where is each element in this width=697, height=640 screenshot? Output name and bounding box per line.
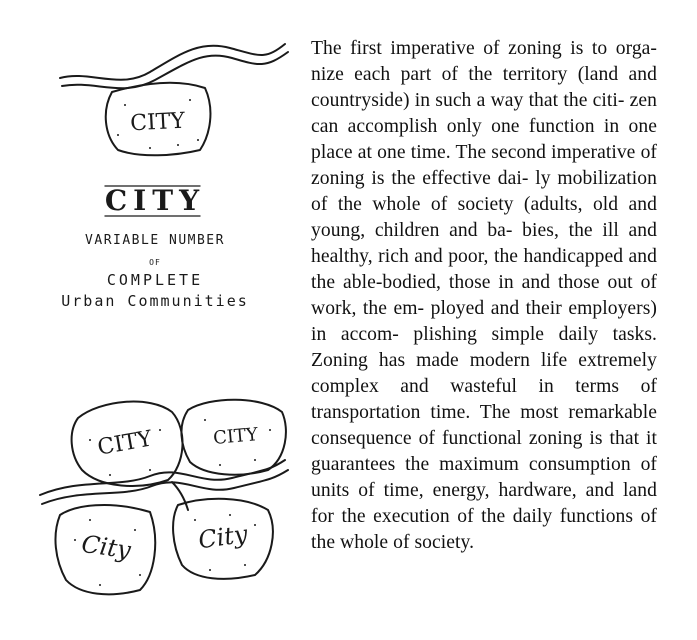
city-illustration xyxy=(0,0,300,640)
body-paragraph: The first imperative of zoning is to orga- nize each part of the territory (land and countryside) in such a way that the citi- zen can accomplish only one function in one place at one time. The second imperative of zoning is the effective dai- ly mobilization of the whole of society (adults, old and young, children and ba- bies, the ill and healthy, rich and poor, the handicapped and the able-bodied, those in and those out of work, the em- ployed and their employers) in accom- plishing simple daily tasks. Zoning has made modern life extremely complex and wasteful in terms of transportation time. The most remarkable consequence of functional zoning is that it guarantees the maximum consumption of units of time, energy, hardware, and land for the execution of the daily functions of the whole of society. xyxy=(311,38,657,553)
cluster-city-label: City xyxy=(79,529,133,565)
city-drawing-icon xyxy=(0,0,300,640)
caption-line: OF xyxy=(149,258,161,267)
caption-title: CITY xyxy=(104,184,206,217)
caption-line: Urban Communities xyxy=(61,292,249,310)
cluster-city-label: City xyxy=(196,519,250,555)
top-city-label: CITY xyxy=(129,108,186,137)
cluster-city-label: CITY xyxy=(95,426,154,461)
caption-line: COMPLETE xyxy=(106,271,204,289)
caption-line: VARIABLE NUMBER xyxy=(85,233,225,248)
cluster-city-label: CITY xyxy=(212,424,259,449)
